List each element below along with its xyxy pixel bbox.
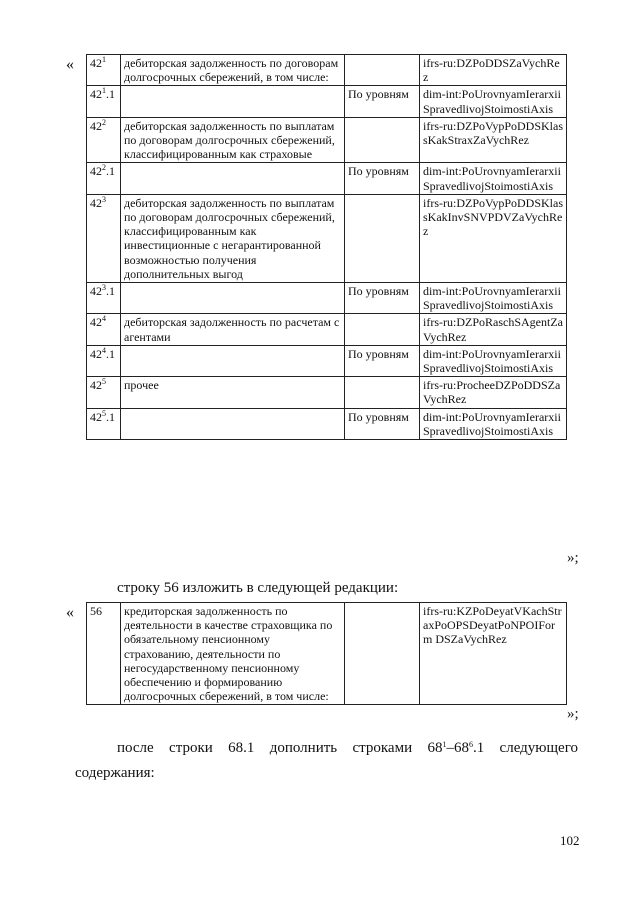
row-number-suffix: .1	[106, 164, 115, 179]
row-code: ifrs-ru:DZPoRaschSAgentZaVychRez	[420, 314, 567, 345]
row-number-suffix: .1	[106, 87, 115, 102]
row-number: 42	[90, 87, 102, 102]
row-number: 42	[90, 378, 102, 393]
table-row	[87, 345, 567, 376]
row-number-sup: 4	[102, 314, 106, 324]
row-code: ifrs-ru:DZPoVypPoDDSKlassKakInvSNVPDVZaVychRez	[420, 194, 567, 282]
opening-quote-1: «	[66, 56, 74, 73]
row-number-cell	[87, 86, 121, 117]
row-number: 42	[90, 164, 102, 179]
instruction-68-text-before: после строки 68.1 дополнить строками 68	[117, 740, 443, 756]
table-row	[87, 408, 567, 439]
table-row	[87, 55, 567, 86]
row-description: дебиторская задолженность по договорам долгосрочных сбережений, в том числе:	[121, 55, 345, 86]
row-number: 42	[90, 118, 102, 133]
row-number-cell	[87, 283, 121, 314]
row-code: dim-int:PoUrovnyamIerarxiiSpravedlivojStoimostiAxis	[420, 283, 567, 314]
row-number: 42	[90, 56, 102, 70]
closing-quote-1: »;	[567, 550, 579, 566]
row-number-cell	[87, 345, 121, 376]
row-number-sup: 1	[102, 86, 106, 96]
row-code: ifrs-ru:DZPoDDSZaVychRez	[420, 55, 567, 86]
instruction-68-text-middle: –68	[446, 740, 469, 756]
row-code: ifrs-ru:ProcheeDZPoDDSZaVychRez	[420, 377, 567, 408]
row-description	[121, 408, 345, 439]
row-description	[121, 345, 345, 376]
row-level	[345, 377, 420, 408]
row-code: dim-int:PoUrovnyamIerarxiiSpravedlivojStoimostiAxis	[420, 345, 567, 376]
row-level: По уровням	[345, 86, 420, 117]
row-number-cell	[87, 314, 121, 345]
row-description	[121, 283, 345, 314]
closing-quote-2: »;	[567, 706, 579, 722]
row-number: 42	[90, 346, 102, 361]
row-number-cell	[87, 194, 121, 282]
page-number: 102	[560, 833, 580, 848]
row-level	[345, 194, 420, 282]
instruction-68-line-2: содержания:	[75, 765, 155, 781]
row-number-cell	[87, 377, 121, 408]
row-description	[121, 163, 345, 194]
row-number-cell	[87, 55, 121, 86]
row-number: 42	[90, 315, 102, 330]
row-number-sup: 3	[102, 194, 106, 204]
row-number-sup: 5	[102, 408, 106, 418]
row-level	[345, 603, 420, 705]
row-number-sup: 2	[102, 117, 106, 127]
table-row	[87, 314, 567, 345]
row-level: По уровням	[345, 408, 420, 439]
row-number: 42	[90, 195, 102, 210]
table-row	[87, 163, 567, 194]
row-level	[345, 314, 420, 345]
row-description	[121, 86, 345, 117]
row-description: кредиторская задолженность по деятельности в качестве страховщика по обязательному пенсионному страхованию, деятельности по негосударственному пенсионному обеспечению и формированию долгосрочных сбережений, в том числе:	[121, 603, 345, 705]
row-number-sup: 4	[102, 345, 106, 355]
row-level: По уровням	[345, 163, 420, 194]
row-number-sup: 3	[102, 283, 106, 293]
row-number-cell	[87, 408, 121, 439]
accounts-table-42-body	[87, 55, 567, 440]
table-row	[87, 283, 567, 314]
instruction-68-text-after: .1 следующего	[472, 740, 578, 756]
row-code: dim-int:PoUrovnyamIerarxiiSpravedlivojStoimostiAxis	[420, 408, 567, 439]
instruction-68-sup-b: 6	[468, 740, 473, 749]
accounts-table-42	[86, 54, 567, 440]
row-code: ifrs-ru:DZPoVypPoDDSKlassKakStraxZaVychRez	[420, 117, 567, 163]
table-row	[87, 603, 567, 705]
row-code: dim-int:PoUrovnyamIerarxiiSpravedlivojStoimostiAxis	[420, 163, 567, 194]
opening-quote-2: «	[66, 604, 74, 621]
accounts-table-56-body	[87, 603, 567, 705]
row-number-sup: 1	[102, 55, 106, 64]
row-number-suffix: .1	[106, 409, 115, 424]
row-number: 56	[87, 603, 121, 705]
row-number-cell	[87, 163, 121, 194]
instruction-68-sup-a: 1	[442, 740, 447, 749]
instruction-line-56: строку 56 изложить в следующей редакции:	[117, 580, 399, 596]
row-number-sup: 2	[102, 163, 106, 173]
accounts-table-56	[86, 602, 567, 705]
table-row	[87, 194, 567, 282]
row-description: дебиторская задолженность по расчетам с агентами	[121, 314, 345, 345]
row-code: ifrs-ru:KZPoDeyatVKachStraxPoOPSDeyatPoNPOIForm DSZaVychRez	[420, 603, 567, 705]
table-row	[87, 377, 567, 408]
row-code: dim-int:PoUrovnyamIerarxiiSpravedlivojStoimostiAxis	[420, 86, 567, 117]
row-level: По уровням	[345, 283, 420, 314]
row-number: 42	[90, 409, 102, 424]
row-description: дебиторская задолженность по выплатам по договорам долгосрочных сбережений, классифицированным как страховые	[121, 117, 345, 163]
row-level	[345, 117, 420, 163]
row-level: По уровням	[345, 345, 420, 376]
row-number-suffix: .1	[106, 284, 115, 299]
row-number-cell	[87, 117, 121, 163]
row-description: дебиторская задолженность по выплатам по договорам долгосрочных сбережений, классифицированным как инвестиционные с негарантированной возможностью получения дополнительных выгод	[121, 194, 345, 282]
instruction-line-68	[117, 738, 578, 758]
row-number-suffix: .1	[106, 346, 115, 361]
row-level	[345, 55, 420, 86]
row-number: 42	[90, 284, 102, 299]
row-description: прочее	[121, 377, 345, 408]
row-number-sup: 5	[102, 377, 106, 387]
table-row	[87, 117, 567, 163]
table-row	[87, 86, 567, 117]
